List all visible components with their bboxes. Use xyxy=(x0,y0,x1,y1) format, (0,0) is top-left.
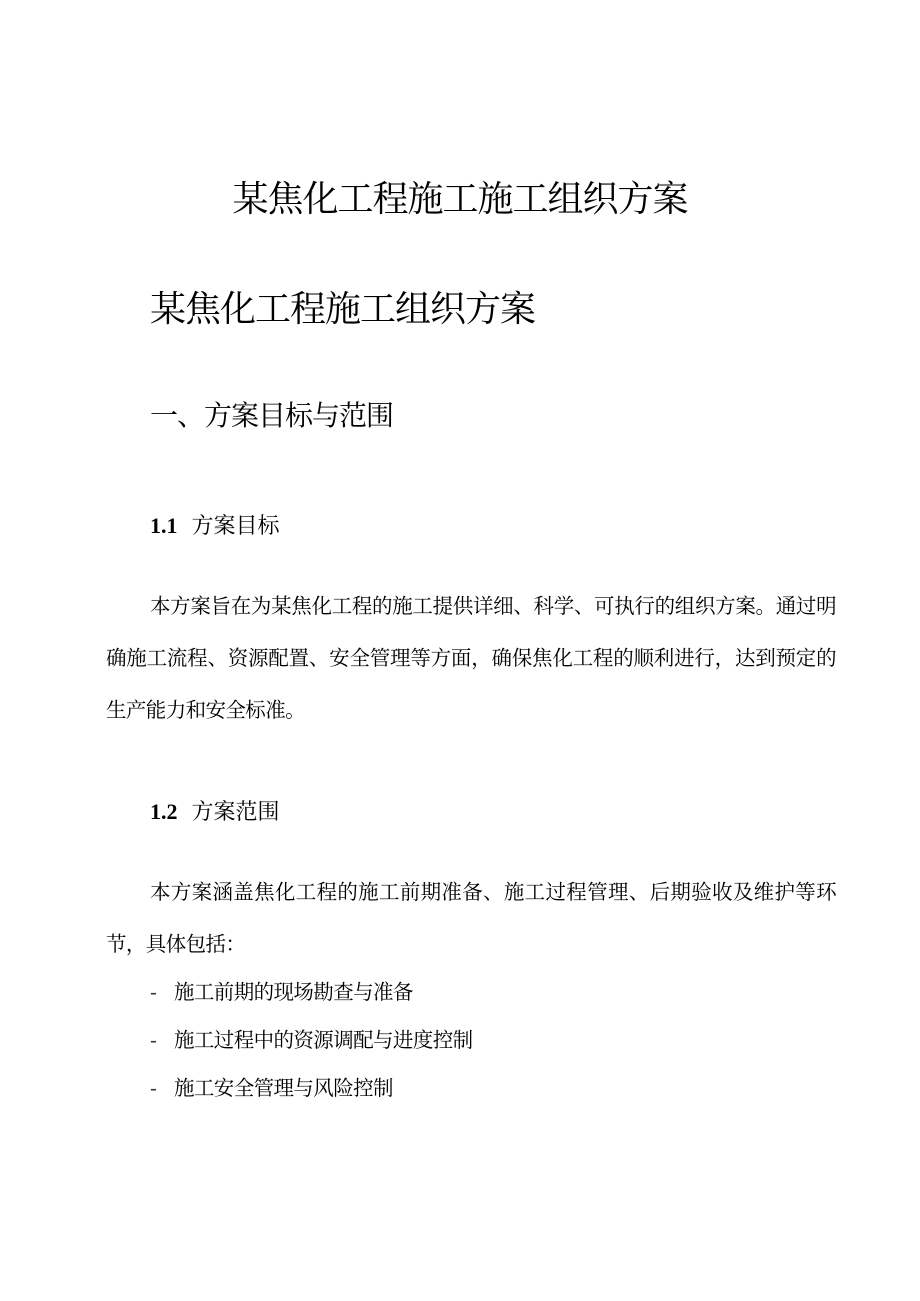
sub-heading-title: 方案目标 xyxy=(191,514,280,539)
list-item xyxy=(150,968,473,1016)
list-item-text: 施工前期的现场勘查与准备 xyxy=(174,980,413,1004)
sub-heading-1-1 xyxy=(150,506,280,547)
list-item xyxy=(150,1064,473,1112)
sub-heading-number: 1.2 xyxy=(150,799,178,824)
bullet-dash: - xyxy=(150,1076,157,1100)
document-title: 某焦化工程施工施工组织方案 xyxy=(232,179,688,220)
bullet-dash: - xyxy=(150,980,157,1004)
list-item-text: 施工过程中的资源调配与进度控制 xyxy=(174,1028,473,1052)
paragraph-goal: 本方案旨在为某焦化工程的施工提供详细、科学、可执行的组织方案。通过明确施工流程、资源配置、安全管理等方面，确保焦化工程的顺利进行，达到预定的生产能力和安全标准。 xyxy=(106,594,836,722)
paragraph-scope: 本方案涵盖焦化工程的施工前期准备、施工过程管理、后期验收及维护等环节，具体包括： xyxy=(106,880,836,956)
list-item-text: 施工安全管理与风险控制 xyxy=(174,1076,393,1100)
bullet-dash: - xyxy=(150,1028,157,1052)
section-heading-1: 一、方案目标与范围 xyxy=(150,399,394,432)
sub-heading-1-2 xyxy=(150,792,280,833)
document-subtitle: 某焦化工程施工组织方案 xyxy=(150,289,536,330)
list-item xyxy=(150,1016,473,1064)
sub-heading-number: 1.1 xyxy=(150,513,178,538)
scope-bullet-list xyxy=(150,968,473,1112)
sub-heading-title: 方案范围 xyxy=(191,800,280,825)
